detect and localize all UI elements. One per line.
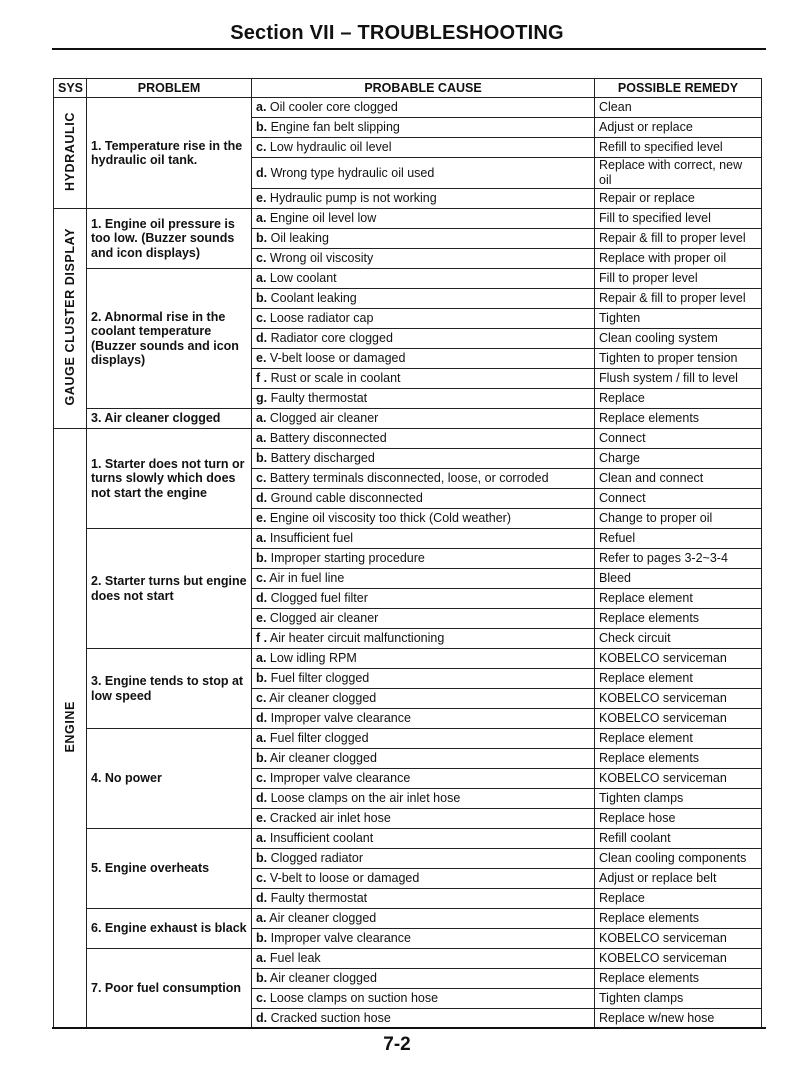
probable-cause-cell bbox=[252, 629, 595, 649]
probable-cause-cell bbox=[252, 98, 595, 118]
cause-letter: a. bbox=[256, 831, 267, 846]
probable-cause-cell bbox=[252, 849, 595, 869]
cause-letter: c. bbox=[256, 771, 267, 786]
cause-letter: e. bbox=[256, 511, 267, 526]
possible-remedy-cell: Replace with proper oil bbox=[595, 249, 762, 269]
footer-rule bbox=[52, 1027, 766, 1029]
possible-remedy-cell: KOBELCO serviceman bbox=[595, 929, 762, 949]
problem-cell: 1. Engine oil pressure is too low. (Buzzer sounds and icon displays) bbox=[87, 209, 252, 269]
possible-remedy-cell: Refill coolant bbox=[595, 829, 762, 849]
header-problem: PROBLEM bbox=[87, 79, 252, 98]
probable-cause-cell bbox=[252, 869, 595, 889]
cause-letter: c. bbox=[256, 571, 267, 586]
possible-remedy-cell: Replace bbox=[595, 889, 762, 909]
cause-text: Clogged radiator bbox=[270, 851, 364, 866]
cause-letter: a. bbox=[256, 431, 267, 446]
probable-cause-cell bbox=[252, 209, 595, 229]
possible-remedy-cell: Replace element bbox=[595, 589, 762, 609]
table-row bbox=[54, 949, 762, 969]
table-row bbox=[54, 909, 762, 929]
cause-letter: b. bbox=[256, 751, 268, 766]
probable-cause-cell bbox=[252, 789, 595, 809]
possible-remedy-cell: Replace elements bbox=[595, 969, 762, 989]
cause-text: Coolant leaking bbox=[270, 291, 357, 306]
cause-text: Wrong type hydraulic oil used bbox=[270, 165, 435, 180]
cause-text: Improper valve clearance bbox=[269, 771, 411, 786]
probable-cause-cell bbox=[252, 289, 595, 309]
table-row bbox=[54, 729, 762, 749]
system-label: GAUGE CLUSTER DISPLAY bbox=[62, 228, 77, 406]
cause-letter: b. bbox=[256, 851, 268, 866]
problem-cell: 3. Engine tends to stop at low speed bbox=[87, 649, 252, 729]
probable-cause-cell bbox=[252, 249, 595, 269]
probable-cause-cell bbox=[252, 329, 595, 349]
cause-text: Engine fan belt slipping bbox=[270, 120, 400, 135]
probable-cause-cell bbox=[252, 469, 595, 489]
probable-cause-cell bbox=[252, 369, 595, 389]
cause-text: Engine oil viscosity too thick (Cold weather) bbox=[269, 511, 511, 526]
cause-text: Clogged fuel filter bbox=[270, 591, 368, 606]
probable-cause-cell bbox=[252, 709, 595, 729]
cause-text: Cracked suction hose bbox=[270, 1011, 391, 1026]
probable-cause-cell bbox=[252, 1009, 595, 1029]
cause-letter: a. bbox=[256, 211, 267, 226]
possible-remedy-cell: Connect bbox=[595, 489, 762, 509]
cause-text: Faulty thermostat bbox=[270, 391, 368, 406]
cause-letter: d. bbox=[256, 591, 268, 606]
possible-remedy-cell: Replace element bbox=[595, 669, 762, 689]
possible-remedy-cell: Change to proper oil bbox=[595, 509, 762, 529]
possible-remedy-cell: Replace element bbox=[595, 729, 762, 749]
table-body bbox=[54, 98, 762, 1029]
cause-letter: c. bbox=[256, 991, 267, 1006]
table-row bbox=[54, 529, 762, 549]
possible-remedy-cell: KOBELCO serviceman bbox=[595, 709, 762, 729]
cause-text: Low hydraulic oil level bbox=[269, 140, 392, 155]
table-header-row bbox=[54, 79, 762, 98]
probable-cause-cell bbox=[252, 689, 595, 709]
possible-remedy-cell: Replace elements bbox=[595, 409, 762, 429]
cause-letter: d. bbox=[256, 711, 268, 726]
problem-cell: 5. Engine overheats bbox=[87, 829, 252, 909]
cause-letter: b. bbox=[256, 120, 268, 135]
probable-cause-cell bbox=[252, 429, 595, 449]
cause-letter: c. bbox=[256, 691, 267, 706]
cause-letter: a. bbox=[256, 271, 267, 286]
cause-letter: b. bbox=[256, 231, 268, 246]
problem-cell: 2. Starter turns but engine does not start bbox=[87, 529, 252, 649]
possible-remedy-cell: Replace hose bbox=[595, 809, 762, 829]
cause-letter: e. bbox=[256, 191, 267, 206]
cause-letter: b. bbox=[256, 451, 268, 466]
cause-letter: f . bbox=[256, 631, 268, 646]
probable-cause-cell bbox=[252, 309, 595, 329]
cause-letter: g. bbox=[256, 391, 268, 406]
probable-cause-cell bbox=[252, 589, 595, 609]
probable-cause-cell bbox=[252, 949, 595, 969]
probable-cause-cell bbox=[252, 729, 595, 749]
probable-cause-cell bbox=[252, 509, 595, 529]
section-title: Section VII – TROUBLESHOOTING bbox=[230, 22, 564, 44]
system-cell bbox=[54, 209, 87, 429]
probable-cause-cell bbox=[252, 389, 595, 409]
possible-remedy-cell: Bleed bbox=[595, 569, 762, 589]
possible-remedy-cell: Adjust or replace bbox=[595, 118, 762, 138]
cause-text: Air cleaner clogged bbox=[269, 751, 377, 766]
possible-remedy-cell: Refer to pages 3-2~3-4 bbox=[595, 549, 762, 569]
probable-cause-cell bbox=[252, 229, 595, 249]
probable-cause-cell bbox=[252, 829, 595, 849]
problem-cell: 3. Air cleaner clogged bbox=[87, 409, 252, 429]
possible-remedy-cell: KOBELCO serviceman bbox=[595, 689, 762, 709]
cause-text: Insufficient coolant bbox=[269, 831, 374, 846]
cause-text: Wrong oil viscosity bbox=[269, 251, 374, 266]
cause-letter: a. bbox=[256, 531, 267, 546]
cause-text: Loose radiator cap bbox=[269, 311, 374, 326]
possible-remedy-cell: KOBELCO serviceman bbox=[595, 769, 762, 789]
possible-remedy-cell: Refill to specified level bbox=[595, 138, 762, 158]
cause-text: Improper valve clearance bbox=[270, 711, 411, 726]
cause-text: Engine oil level low bbox=[269, 211, 377, 226]
probable-cause-cell bbox=[252, 409, 595, 429]
possible-remedy-cell: Charge bbox=[595, 449, 762, 469]
table-row bbox=[54, 98, 762, 118]
probable-cause-cell bbox=[252, 769, 595, 789]
cause-text: Cracked air inlet hose bbox=[269, 811, 391, 826]
cause-letter: c. bbox=[256, 871, 267, 886]
cause-text: Battery discharged bbox=[270, 451, 375, 466]
probable-cause-cell bbox=[252, 889, 595, 909]
cause-letter: b. bbox=[256, 551, 268, 566]
cause-letter: c. bbox=[256, 140, 267, 155]
possible-remedy-cell: KOBELCO serviceman bbox=[595, 649, 762, 669]
probable-cause-cell bbox=[252, 969, 595, 989]
cause-text: V-belt loose or damaged bbox=[269, 351, 406, 366]
system-cell bbox=[54, 429, 87, 1029]
problem-cell: 1. Temperature rise in the hydraulic oil tank. bbox=[87, 98, 252, 209]
probable-cause-cell bbox=[252, 909, 595, 929]
cause-letter: a. bbox=[256, 651, 267, 666]
cause-letter: e. bbox=[256, 811, 267, 826]
probable-cause-cell bbox=[252, 489, 595, 509]
cause-text: Ground cable disconnected bbox=[270, 491, 423, 506]
cause-text: Air cleaner clogged bbox=[269, 971, 377, 986]
cause-text: Air heater circuit malfunctioning bbox=[269, 631, 445, 646]
page-number: 7-2 bbox=[383, 1034, 411, 1055]
possible-remedy-cell: Connect bbox=[595, 429, 762, 449]
system-label: ENGINE bbox=[62, 701, 77, 753]
cause-text: Low coolant bbox=[269, 271, 337, 286]
possible-remedy-cell: Replace w/new hose bbox=[595, 1009, 762, 1029]
cause-text: Battery disconnected bbox=[269, 431, 387, 446]
cause-text: Air cleaner clogged bbox=[269, 911, 377, 926]
cause-text: Hydraulic pump is not working bbox=[269, 191, 437, 206]
cause-text: Loose clamps on suction hose bbox=[269, 991, 439, 1006]
cause-letter: e. bbox=[256, 611, 267, 626]
cause-text: Oil leaking bbox=[270, 231, 329, 246]
possible-remedy-cell: Clean cooling components bbox=[595, 849, 762, 869]
header-possible-remedy: POSSIBLE REMEDY bbox=[595, 79, 762, 98]
possible-remedy-cell: Repair or replace bbox=[595, 189, 762, 209]
probable-cause-cell bbox=[252, 609, 595, 629]
table-row bbox=[54, 269, 762, 289]
probable-cause-cell bbox=[252, 529, 595, 549]
possible-remedy-cell: Flush system / fill to level bbox=[595, 369, 762, 389]
header-rule bbox=[52, 48, 766, 50]
problem-cell: 7. Poor fuel consumption bbox=[87, 949, 252, 1029]
cause-text: Battery terminals disconnected, loose, or corroded bbox=[269, 471, 549, 486]
header-sys: SYS bbox=[54, 79, 87, 98]
cause-letter: d. bbox=[256, 491, 268, 506]
table-row bbox=[54, 409, 762, 429]
possible-remedy-cell: KOBELCO serviceman bbox=[595, 949, 762, 969]
probable-cause-cell bbox=[252, 269, 595, 289]
cause-text: Fuel filter clogged bbox=[269, 731, 369, 746]
table-row bbox=[54, 209, 762, 229]
possible-remedy-cell: Fill to proper level bbox=[595, 269, 762, 289]
possible-remedy-cell: Clean bbox=[595, 98, 762, 118]
cause-letter: e. bbox=[256, 351, 267, 366]
probable-cause-cell bbox=[252, 158, 595, 189]
cause-text: Air in fuel line bbox=[269, 571, 345, 586]
cause-letter: a. bbox=[256, 100, 267, 115]
cause-letter: b. bbox=[256, 671, 268, 686]
probable-cause-cell bbox=[252, 349, 595, 369]
cause-letter: b. bbox=[256, 931, 268, 946]
probable-cause-cell bbox=[252, 669, 595, 689]
cause-letter: a. bbox=[256, 951, 267, 966]
problem-cell: 4. No power bbox=[87, 729, 252, 829]
possible-remedy-cell: Repair & fill to proper level bbox=[595, 289, 762, 309]
probable-cause-cell bbox=[252, 118, 595, 138]
possible-remedy-cell: Clean cooling system bbox=[595, 329, 762, 349]
cause-letter: b. bbox=[256, 971, 268, 986]
probable-cause-cell bbox=[252, 138, 595, 158]
probable-cause-cell bbox=[252, 929, 595, 949]
table-row bbox=[54, 429, 762, 449]
cause-letter: f . bbox=[256, 371, 268, 386]
cause-text: Loose clamps on the air inlet hose bbox=[270, 791, 461, 806]
possible-remedy-cell: Tighten clamps bbox=[595, 789, 762, 809]
system-label: HYDRAULIC bbox=[62, 111, 77, 191]
cause-letter: d. bbox=[256, 165, 268, 180]
cause-text: Radiator core clogged bbox=[270, 331, 393, 346]
probable-cause-cell bbox=[252, 989, 595, 1009]
troubleshooting-table bbox=[53, 78, 762, 1029]
possible-remedy-cell: Adjust or replace belt bbox=[595, 869, 762, 889]
possible-remedy-cell: Tighten to proper tension bbox=[595, 349, 762, 369]
cause-text: Fuel leak bbox=[269, 951, 321, 966]
cause-letter: b. bbox=[256, 291, 268, 306]
cause-text: Faulty thermostat bbox=[270, 891, 368, 906]
cause-letter: d. bbox=[256, 1011, 268, 1026]
cause-text: Oil cooler core clogged bbox=[269, 100, 398, 115]
possible-remedy-cell: Replace elements bbox=[595, 609, 762, 629]
cause-text: Improper starting procedure bbox=[270, 551, 425, 566]
cause-letter: a. bbox=[256, 911, 267, 926]
probable-cause-cell bbox=[252, 569, 595, 589]
table-row bbox=[54, 829, 762, 849]
cause-letter: d. bbox=[256, 791, 268, 806]
cause-text: Clogged air cleaner bbox=[269, 611, 379, 626]
table-row bbox=[54, 649, 762, 669]
system-cell bbox=[54, 98, 87, 209]
cause-text: Rust or scale in coolant bbox=[270, 371, 401, 386]
possible-remedy-cell: Replace elements bbox=[595, 749, 762, 769]
possible-remedy-cell: Clean and connect bbox=[595, 469, 762, 489]
cause-letter: a. bbox=[256, 411, 267, 426]
cause-text: V-belt to loose or damaged bbox=[269, 871, 420, 886]
cause-letter: c. bbox=[256, 471, 267, 486]
possible-remedy-cell: Check circuit bbox=[595, 629, 762, 649]
possible-remedy-cell: Replace elements bbox=[595, 909, 762, 929]
possible-remedy-cell: Repair & fill to proper level bbox=[595, 229, 762, 249]
cause-letter: c. bbox=[256, 251, 267, 266]
cause-text: Low idling RPM bbox=[269, 651, 357, 666]
probable-cause-cell bbox=[252, 749, 595, 769]
cause-text: Fuel filter clogged bbox=[270, 671, 370, 686]
cause-letter: a. bbox=[256, 731, 267, 746]
possible-remedy-cell: Tighten bbox=[595, 309, 762, 329]
possible-remedy-cell: Refuel bbox=[595, 529, 762, 549]
problem-cell: 1. Starter does not turn or turns slowly which does not start the engine bbox=[87, 429, 252, 529]
cause-text: Insufficient fuel bbox=[269, 531, 354, 546]
cause-letter: d. bbox=[256, 331, 268, 346]
header-probable-cause: PROBABLE CAUSE bbox=[252, 79, 595, 98]
probable-cause-cell bbox=[252, 449, 595, 469]
cause-letter: c. bbox=[256, 311, 267, 326]
problem-cell: 6. Engine exhaust is black bbox=[87, 909, 252, 949]
possible-remedy-cell: Replace bbox=[595, 389, 762, 409]
cause-letter: d. bbox=[256, 891, 268, 906]
probable-cause-cell bbox=[252, 649, 595, 669]
possible-remedy-cell: Tighten clamps bbox=[595, 989, 762, 1009]
cause-text: Air cleaner clogged bbox=[269, 691, 377, 706]
problem-cell: 2. Abnormal rise in the coolant temperature (Buzzer sounds and icon displays) bbox=[87, 269, 252, 409]
cause-text: Clogged air cleaner bbox=[269, 411, 379, 426]
probable-cause-cell bbox=[252, 809, 595, 829]
probable-cause-cell bbox=[252, 549, 595, 569]
possible-remedy-cell: Fill to specified level bbox=[595, 209, 762, 229]
possible-remedy-cell: Replace with correct, new oil bbox=[595, 158, 762, 189]
probable-cause-cell bbox=[252, 189, 595, 209]
cause-text: Improper valve clearance bbox=[270, 931, 411, 946]
